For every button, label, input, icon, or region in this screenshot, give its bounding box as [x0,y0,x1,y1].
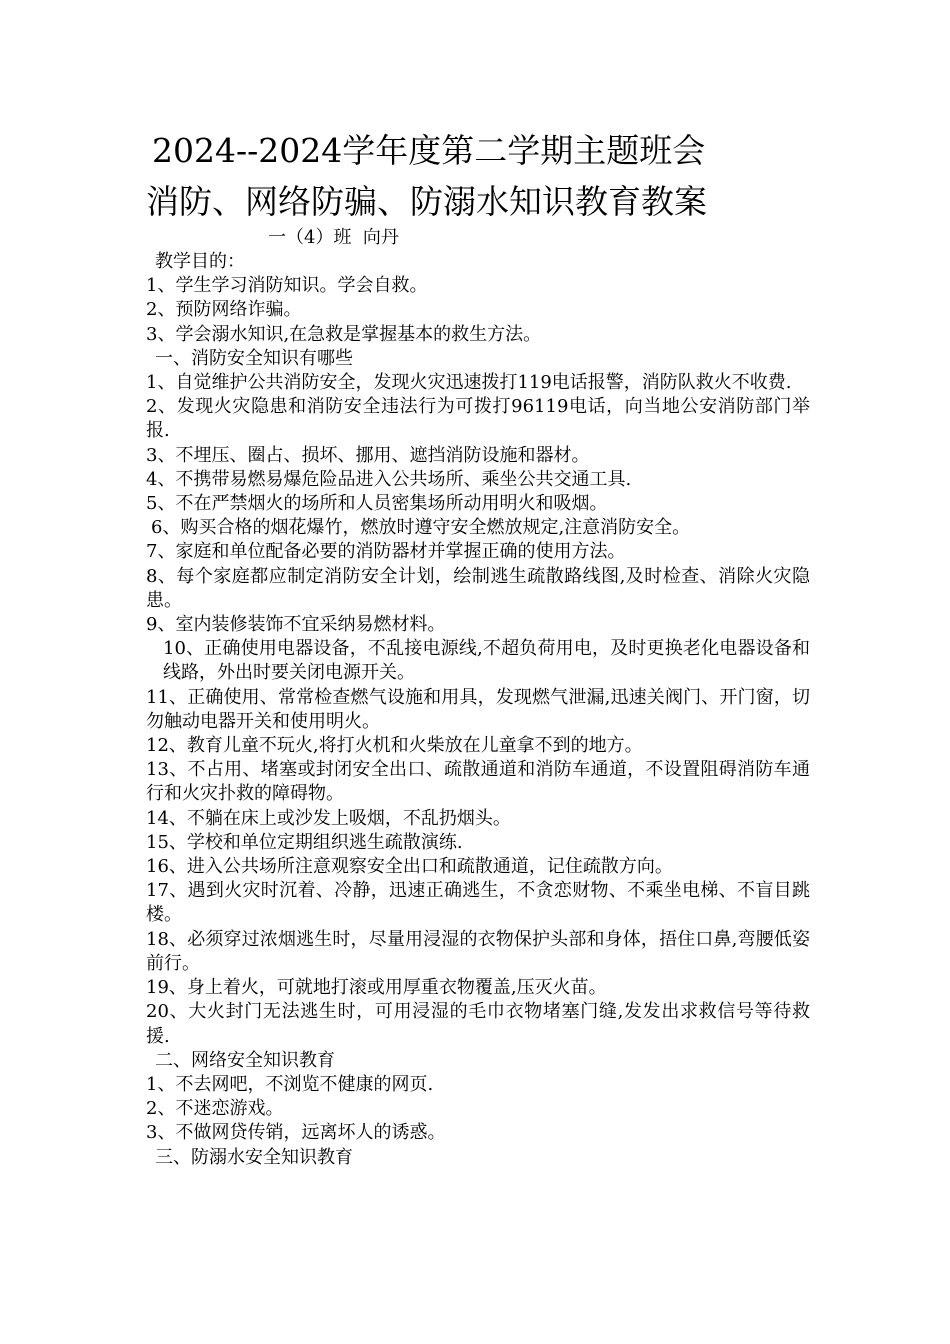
fire-safety-item: 13、不占用、堵塞或封闭安全出口、疏散通道和消防车通道，不设置阻碍消防车通行和火灾扑救的障碍物。 [146,759,810,805]
fire-safety-item: 10、正确使用电器设备，不乱接电源线,不超负荷用电，及时更换老化电器设备和线路，外出时要关闭电源开关。 [163,638,810,684]
section-heading-objectives: 教学目的： [155,251,245,272]
section-heading-drowning-prevention: 三、防溺水安全知识教育 [155,1146,353,1168]
network-safety-item: 1、不去网吧，不浏览不健康的网页. [146,1073,434,1095]
class-and-teacher: 一（4）班 向丹 [268,227,399,248]
fire-safety-item: 2、发现火灾隐患和消防安全违法行为可拨打96119电话，向当地公安消防部门举报. [146,396,810,442]
document-body [146,250,810,1170]
fire-safety-item: 19、身上着火，可就地打滚或用厚重衣物覆盖,压灭火苗。 [146,977,607,999]
fire-safety-item: 11、正确使用、常常检查燃气设施和用具，发现燃气泄漏,迅速关阀门、开门窗，切勿触动电器开关和使用明火。 [146,686,810,732]
objective-item: 2、预防网络诈骗。 [146,299,302,321]
fire-safety-item: 6、购买合格的烟花爆竹，燃放时遵守安全燃放规定,注意消防安全。 [151,517,691,539]
fire-safety-item: 12、教育儿童不玩火,将打火机和火柴放在儿童拿不到的地方。 [146,735,643,757]
fire-safety-item: 15、学校和单位定期组织逃生疏散演练. [146,831,463,853]
objective-item: 3、学会溺水知识,在急救是掌握基本的救生方法。 [146,323,542,345]
section-heading-network-safety: 二、网络安全知识教育 [155,1049,335,1071]
fire-safety-item: 16、进入公共场所注意观察安全出口和疏散通道，记住疏散方向。 [146,856,673,878]
fire-safety-item: 5、不在严禁烟火的场所和人员密集场所动用明火和吸烟。 [146,493,608,515]
fire-safety-item: 17、遇到火灾时沉着、冷静，迅速正确逃生，不贪恋财物、不乘坐电梯、不盲目跳楼。 [146,880,810,926]
document-title-line-1: 2024--2024学年度第二学期主题班会 [152,131,706,170]
fire-safety-item: 8、每个家庭都应制定消防安全计划，绘制逃生疏散路线图,及时检查、消除火灾隐患。 [146,565,810,611]
fire-safety-item: 14、不躺在床上或沙发上吸烟，不乱扔烟头。 [146,807,511,829]
fire-safety-item: 4、不携带易燃易爆危险品进入公共场所、乘坐公共交通工具. [146,468,632,490]
fire-safety-item: 9、室内装修装饰不宜采纳易燃材料。 [146,614,446,636]
fire-safety-item: 18、必须穿过浓烟逃生时，尽量用浸湿的衣物保护头部和身体，捂住口鼻,弯腰低姿前行。 [146,928,810,974]
fire-safety-item: 20、大火封门无法逃生时，可用浸湿的毛巾衣物堵塞门缝,发发出求救信号等待救援. [146,1001,810,1047]
fire-safety-item: 7、家庭和单位配备必要的消防器材并掌握正确的使用方法。 [146,541,626,563]
section-heading-fire-safety: 一、消防安全知识有哪些 [155,347,353,369]
objective-item: 1、学生学习消防知识。学会自救。 [146,275,428,297]
fire-safety-item: 1、自觉维护公共消防安全，发现火灾迅速拨打119电话报警，消防队救火不收费. [146,372,792,394]
document-title-line-2: 消防、网络防骗、防溺水知识教育教案 [146,182,707,221]
network-safety-item: 2、不迷恋游戏。 [146,1098,284,1120]
fire-safety-item: 3、不埋压、圈占、损坏、挪用、遮挡消防设施和器材。 [146,444,590,466]
network-safety-item: 3、不做网贷传销，远离坏人的诱惑。 [146,1122,446,1144]
